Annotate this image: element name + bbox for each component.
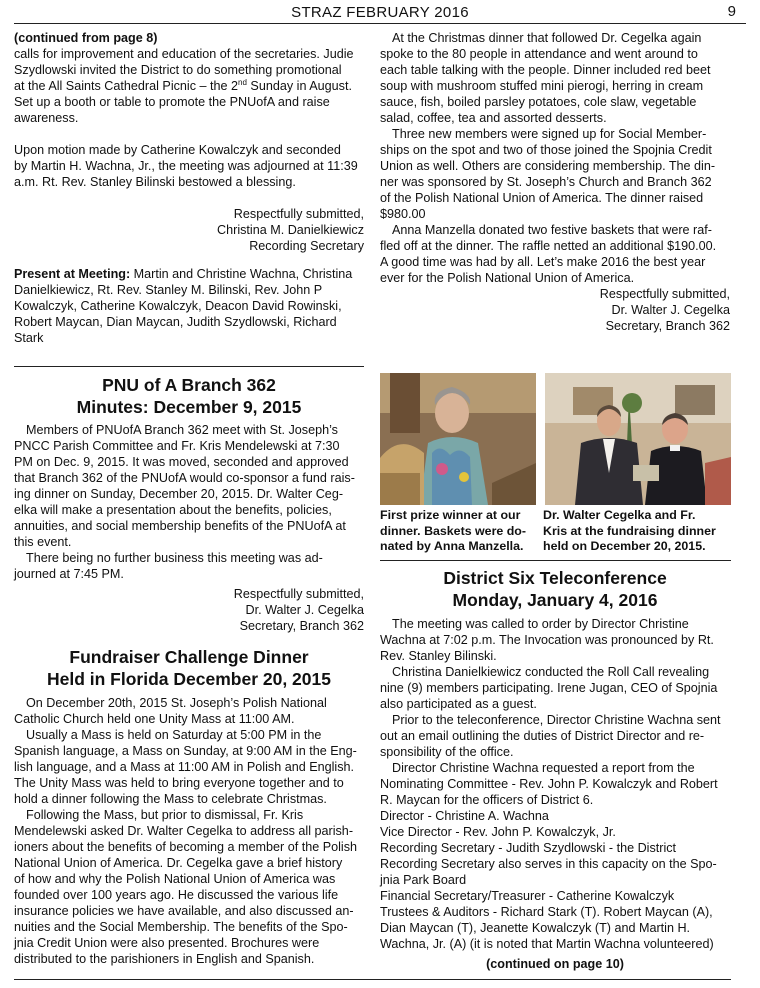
text-line: distributed to the parishioners in English and Spanish. (14, 952, 315, 966)
text-line: Sunday in August. (246, 79, 352, 93)
officer-line: Financial Secretary/Treasurer - Catherine Kowalczyk (380, 889, 675, 903)
text-line: Wachna at 7:02 p.m. The Invocation was pronounced by Rt. (380, 633, 714, 647)
text-line: fled off at the dinner. The raffle netted an additional $190.00. (380, 239, 717, 253)
text-line: founded over 100 years ago. He discussed the various life (14, 888, 339, 902)
text-line: Director Christine Wachna requested a report from the (392, 761, 695, 775)
caption-line: held on December 20, 2015. (543, 539, 706, 553)
text-line: Nominating Committee - Rev. John P. Kowalczyk and Robert (380, 777, 718, 791)
fundraiser-article (14, 646, 364, 967)
caption-line: Kris at the fundraising dinner (543, 523, 716, 538)
officer-line: Dian Maycan (T), Jeanette Kowalczyk (T) and Martin H. (380, 921, 691, 935)
text-line: sauce, fish, boiled parsley potatoes, cole slaw, vegetable (380, 95, 697, 109)
caption-prize-winner (380, 508, 536, 555)
cegelka-kris-image (545, 373, 731, 505)
signature-block (14, 586, 364, 634)
text-line: jnia Credit Union were also presented. Brochures were (14, 936, 320, 950)
text-line: Set up a booth or table to promote the PNUofA and raise (14, 95, 330, 109)
text-line: elka will make a presentation about the benefits, policies, (14, 503, 332, 517)
signature-block (14, 206, 364, 254)
title-line: Held in Florida December 20, 2015 (46, 669, 331, 689)
text-line: each table talking with the people. Dinner included red beet (380, 63, 711, 77)
officer-line: Director - Christine A. Wachna (380, 809, 549, 823)
continued-on-label: (continued on page 10) (486, 957, 624, 971)
text-line: A good time was had by all. Let’s make 2016 the best year (380, 255, 706, 269)
text-line: insurance policies we have available, and also discussed an- (14, 904, 354, 918)
caption-line: nated by Anna Manzella. (380, 539, 524, 553)
text-line: Szydlowski invited the District to do something promotional (14, 63, 342, 77)
text-line: ioners about the benefits of becoming a member of the Polish (14, 840, 358, 854)
text-line: Three new members were signed up for Social Member- (392, 127, 707, 141)
prize-winner-image (380, 373, 536, 505)
continued-from-label: (continued from page 8) (14, 31, 158, 45)
signature-line: Respectfully submitted, (233, 207, 364, 221)
text-line: R. Maycan for the officers of District 6. (380, 793, 594, 807)
article-title (14, 646, 364, 690)
text-line: Martin and Christine Wachna, Christina (130, 267, 353, 281)
text-line: annuities, and social membership benefits of the PNUofA at (14, 519, 346, 533)
officer-line: jnia Park Board (380, 873, 467, 887)
text-line: that Branch 362 of the PNUofA would co-sponsor a fund rais- (14, 471, 355, 485)
signature-title: Secretary, Branch 362 (239, 619, 364, 633)
officer-line: Recording Secretary also serves in this capacity on the Spo- (380, 857, 717, 871)
article-paragraph (380, 126, 730, 222)
continued-minutes (14, 30, 364, 346)
text-line: Mendelewski asked Dr. Walter Cegelka to address all parish- (14, 824, 354, 838)
promo-paragraph (14, 46, 364, 126)
text-line: At the Christmas dinner that followed Dr. Cegelka again (392, 31, 702, 45)
officers-list (380, 808, 730, 952)
text-line: this event. (14, 535, 72, 549)
teleconference-article (380, 567, 730, 972)
text-line: Usually a Mass is held on Saturday at 5:00 PM in the (26, 728, 322, 742)
text-line: ships on the spot and two of those joined the Spojnia Credit (380, 143, 712, 157)
section-divider (14, 366, 364, 367)
article-paragraph (380, 664, 730, 712)
article-paragraph (14, 727, 364, 807)
page-number: 9 (727, 3, 736, 20)
text-line: Spanish language, a Mass on Sunday, at 9:00 AM in the Eng- (14, 744, 357, 758)
text-line: also participated as a guest. (380, 697, 537, 711)
officer-line: Wachna, Jr. (A) (it is noted that Martin Wachna volunteered) (380, 937, 714, 951)
text-line: National Union of America. Dr. Cegelka gave a brief history (14, 856, 343, 870)
article-title (14, 374, 364, 418)
text-line: journed at 7:45 PM. (14, 567, 124, 581)
text-line: spoke to the 80 people in attendance and went around to (380, 47, 698, 61)
officer-line: Trustees & Auditors - Richard Stark (T). Robert Maycan (A), (380, 905, 713, 919)
article-paragraph (380, 616, 730, 664)
dinner-continued (380, 30, 730, 334)
officer-line: Vice Director - Rev. John P. Kowalczyk, Jr. (380, 825, 616, 839)
signature-title: Secretary, Branch 362 (605, 319, 730, 333)
text-line: Following the Mass, but prior to dismissal, Fr. Kris (26, 808, 304, 822)
article-paragraph (380, 222, 730, 286)
text-line: Christina Danielkiewicz conducted the Roll Call revealing (392, 665, 710, 679)
text-line: Danielkiewicz, Rt. Rev. Stanley M. Bilinski, Rev. John P (14, 283, 323, 297)
present-label: Present at Meeting: (14, 267, 131, 281)
photo-cegelka-kris (545, 373, 731, 505)
newspaper-title: STRAZ FEBRUARY 2016 (291, 4, 469, 21)
text-line: awareness. (14, 111, 79, 125)
title-line: Fundraiser Challenge Dinner (69, 647, 309, 667)
article-paragraph (380, 30, 730, 126)
text-line: Rev. Stanley Bilinski. (380, 649, 497, 663)
motion-paragraph (14, 142, 364, 190)
title-line: District Six Teleconference (443, 568, 667, 588)
title-line: Minutes: December 9, 2015 (76, 397, 302, 417)
signature-line: Respectfully submitted, (233, 587, 364, 601)
text-line: Union as well. Others are considering membership. The din- (380, 159, 716, 173)
text-line: Upon motion made by Catherine Kowalczyk and seconded (14, 143, 341, 157)
signature-block (380, 286, 730, 334)
text-line: Stark (14, 331, 44, 345)
text-line: ner was sponsored by St. Joseph’s Church and Branch 362 (380, 175, 712, 189)
text-line: at the All Saints Cathedral Picnic – the 2 (14, 79, 239, 93)
text-line: ing dinner on Sunday, December 20, 2015. Dr. Walter Ceg- (14, 487, 344, 501)
text-line: calls for improvement and education of the secretaries. Judie (14, 47, 354, 61)
text-line: Robert Maycan, Dian Maycan, Judith Szydlowski, Richard (14, 315, 337, 329)
text-line: There being no further business this meeting was ad- (26, 551, 323, 565)
text-line: Kowalczyk, Catherine Kowalczyk, Deacon David Rowinski, (14, 299, 342, 313)
text-line: salad, coffee, tea and assorted desserts. (380, 111, 607, 125)
text-line: nuities and the Social Membership. The benefits of the Spo- (14, 920, 348, 934)
title-line: PNU of A Branch 362 (102, 375, 276, 395)
article-title (380, 567, 730, 611)
footer-rule (14, 979, 731, 980)
caption-line: First prize winner at our (380, 508, 521, 522)
text-line: The Unity Mass was held to bring everyone together and to (14, 776, 344, 790)
text-line: nine (9) members participating. Irene Jugan, CEO of Spojnia (380, 681, 718, 695)
text-line: of how and why the Polish National Union of America was (14, 872, 336, 886)
article-paragraph (14, 695, 364, 727)
text-line: lish language, and a Mass at 11:00 AM in Polish and English. (14, 760, 355, 774)
photo-prize-winner (380, 373, 536, 505)
text-line: Prior to the teleconference, Director Christine Wachna sent (392, 713, 721, 727)
text-line: of the Polish National Union of America. The dinner raised (380, 191, 704, 205)
branch362-article (14, 374, 364, 634)
text-line: a.m. Rt. Rev. Stanley Bilinski bestowed a blessing. (14, 175, 296, 189)
text-line: hold a dinner following the Mass to celebrate Christmas. (14, 792, 327, 806)
caption-line: Dr. Walter Cegelka and Fr. (543, 508, 696, 522)
article-paragraph (380, 712, 730, 760)
title-line: Monday, January 4, 2016 (452, 590, 658, 610)
signature-title: Recording Secretary (249, 239, 364, 253)
caption-line: dinner. Baskets were do- (380, 523, 526, 538)
text-line: The meeting was called to order by Director Christine (392, 617, 689, 631)
section-divider (380, 560, 731, 561)
signature-name: Dr. Walter J. Cegelka (245, 603, 364, 617)
text-line: sponsibility of the office. (380, 745, 514, 759)
caption-cegelka-kris (543, 508, 731, 555)
text-line: by Martin H. Wachna, Jr., the meeting was adjourned at 11:39 (14, 159, 358, 173)
officer-line: Recording Secretary - Judith Szydlowski - the District (380, 841, 677, 855)
signature-name: Dr. Walter J. Cegelka (611, 303, 730, 317)
text-line: $980.00 (380, 207, 426, 221)
text-line: Anna Manzella donated two festive baskets that were raf- (392, 223, 712, 237)
signature-name: Christina M. Danielkiewicz (217, 223, 364, 237)
article-paragraph (14, 807, 364, 967)
text-line: out an email outlining the duties of District Director and re- (380, 729, 705, 743)
article-paragraph (14, 550, 364, 582)
masthead (14, 4, 746, 24)
present-at-meeting (14, 266, 364, 346)
text-line: PM on Dec. 9, 2015. It was moved, seconded and approved (14, 455, 349, 469)
text-line: soup with mushroom stuffed mini pierogi, herring in cream (380, 79, 704, 93)
text-line: On December 20th, 2015 St. Joseph’s Polish National (26, 696, 327, 710)
text-line: ever for the Polish National Union of America. (380, 271, 635, 285)
text-line: Catholic Church held one Unity Mass at 11:00 AM. (14, 712, 295, 726)
superscript: nd (238, 77, 247, 87)
article-paragraph (380, 760, 730, 808)
signature-line: Respectfully submitted, (599, 287, 730, 301)
text-line: Members of PNUofA Branch 362 meet with St. Joseph’s (26, 423, 338, 437)
text-line: PNCC Parish Committee and Fr. Kris Mendelewski at 7:30 (14, 439, 340, 453)
article-paragraph (14, 422, 364, 550)
